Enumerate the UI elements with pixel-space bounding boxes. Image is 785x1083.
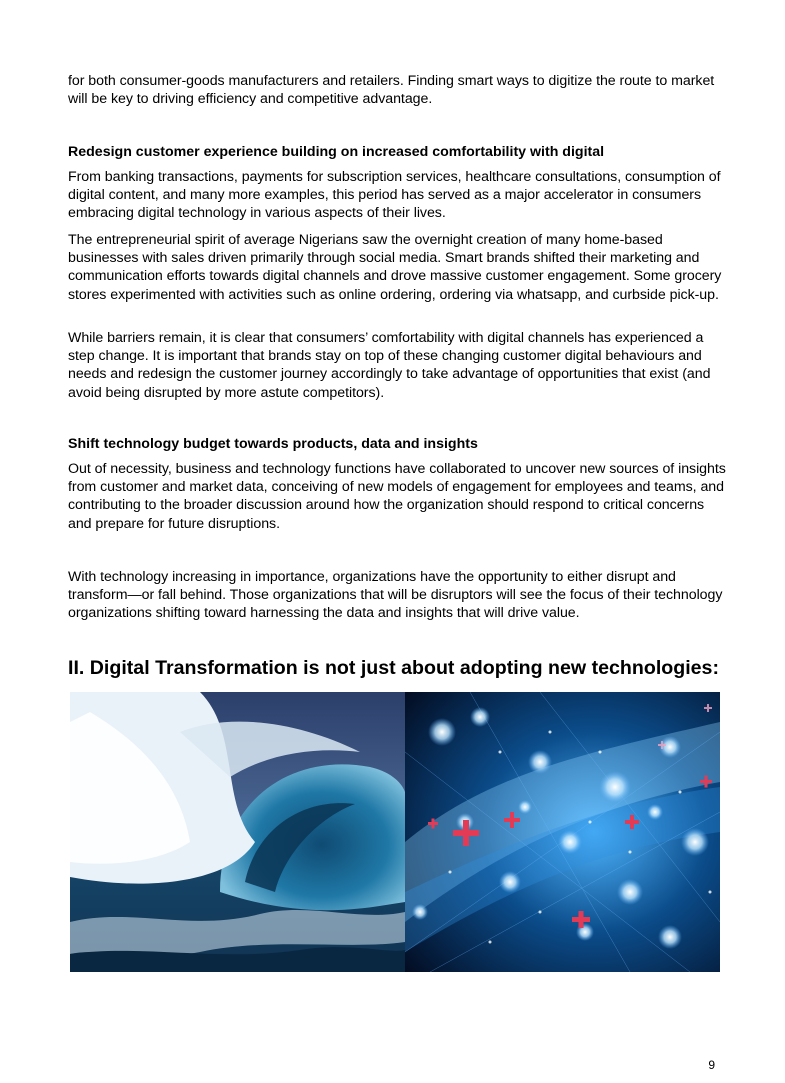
header-image bbox=[70, 692, 720, 972]
section-heading-technology-budget: Shift technology budget towards products, data and insights bbox=[68, 436, 478, 452]
paragraph-entrepreneurial-spirit: The entrepreneurial spirit of average Nigerians saw the overnight creation of many home-based businesses with sales driven primarily through social media. Smart brands shifted their marketing and communication efforts towards digital channels and drove massive customer engagement. Some grocery stores experimented with activities such as online ordering, ordering via whatsapp, and curbside pick-up. bbox=[68, 232, 722, 303]
page-number: 9 bbox=[708, 1058, 715, 1072]
digital-particles-image bbox=[405, 692, 720, 972]
image-svg bbox=[70, 692, 720, 972]
intro-paragraph: for both consumer-goods manufacturers and retailers. Finding smart ways to digitize the route to market will be key to driving efficiency and competitive advantage. bbox=[68, 73, 715, 108]
section-heading-customer-experience: Redesign customer experience building on increased comfortability with digital bbox=[68, 144, 605, 160]
ocean-wave-image bbox=[70, 692, 405, 972]
paragraph-disruptors: With technology increasing in importance, organizations have the opportunity to either disrupt and transform—or fall behind. Those organizations that will be disruptors will see the focus of their technology organizations shifting toward harnessing the data and insights that will drive value. bbox=[68, 569, 723, 622]
paragraph-barriers: While barriers remain, it is clear that consumers’ comfortability with digital channels has experienced a step change. It is important that brands stay on top of these changing customer digital behaviours and needs and redesign the customer journey accordingly to take advantage of opportunities that exist (and avoid being disrupted by more astute competitors). bbox=[68, 330, 711, 401]
paragraph-collaboration: Out of necessity, business and technology functions have collaborated to uncover new sources of insights from customer and market data, conceiving of new models of engagement for employees and teams, and contributing to the broader discussion around how the organization should respond to critical concerns and prepare for future disruptions. bbox=[68, 461, 726, 532]
section-title: II. Digital Transformation is not just about adopting new technologies: bbox=[68, 657, 719, 679]
paragraph-digital-acceleration: From banking transactions, payments for subscription services, healthcare consultations, consumption of digital content, and many more examples, this period has served as a major accelerator in consumers embracing digital technology in various aspects of their lives. bbox=[68, 169, 721, 222]
